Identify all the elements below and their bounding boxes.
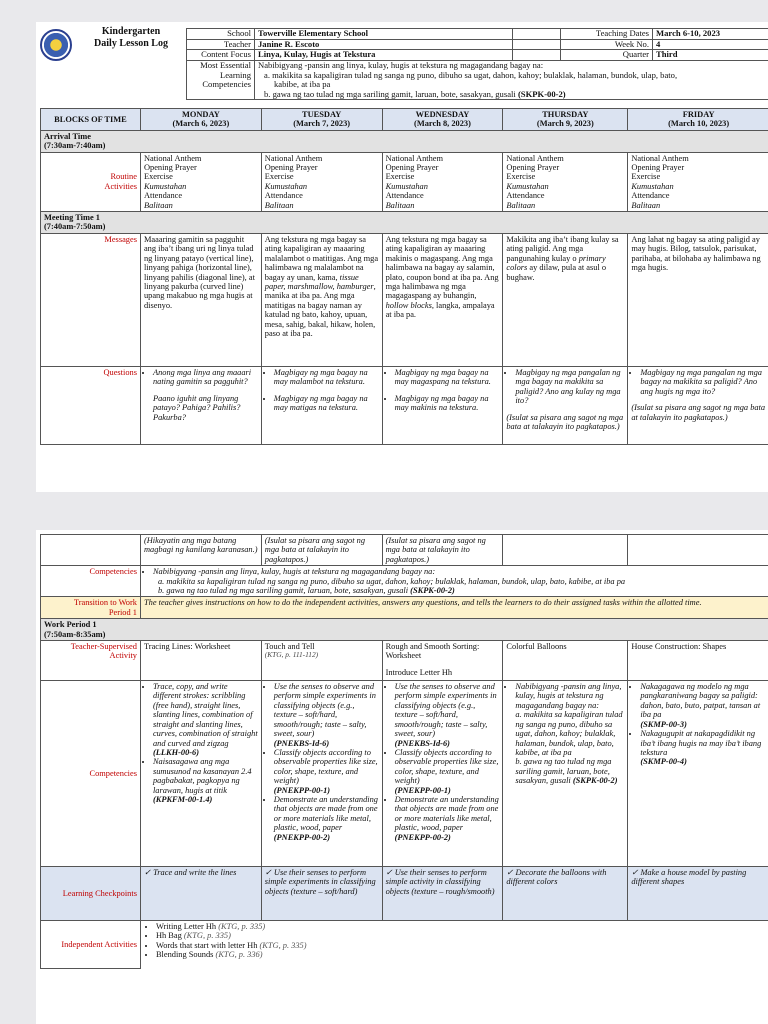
routine-item: Balitaan (385, 200, 415, 210)
routine-item: National Anthem (143, 153, 202, 163)
mel-item-b-text: b. gawa ng tao tulad ng mga sariling gamit, laruan, bote, sasakyan, gusali (264, 88, 518, 99)
competency-text: Demonstrate an understanding that objects are made from one or more materials like metal, plastic, wood, paper (394, 794, 499, 833)
competency-item (274, 682, 379, 748)
routine-item: Exercise (385, 172, 415, 182)
schedule-table-page-2 (40, 534, 768, 969)
transition-text: The teacher gives instructions on how to do the independent activities, answers any questions, and tells the learners to do their assigned tasks within the allotted time. (140, 597, 768, 619)
message-text-italic: hollow blocks (385, 300, 432, 310)
checkmark-icon: ✓ (631, 868, 639, 878)
competency-code: (PNEKPP-00-1) (394, 785, 451, 795)
routine-monday (140, 152, 261, 211)
activity-item (156, 922, 766, 931)
teacher-label: Teacher (187, 39, 255, 50)
block-title: Work Period 1 (44, 620, 97, 630)
competency-item (395, 748, 500, 795)
routine-item: Attendance (264, 191, 303, 201)
day-date: (March 10, 2023) (668, 119, 730, 129)
routine-item: Balitaan (143, 200, 173, 210)
competency-text: Use the senses to observe and perform simple experiments in classifying objects (e.g., texture – soft/hard, smooth/rough; taste – salty, sweet, sour) (394, 682, 497, 739)
label-line: Activity (109, 651, 137, 661)
mel-intro: Nabibigyang -pansin ang linya, kulay, hugis at tekstura ng magagandang bagay na: (258, 60, 544, 70)
checkpoint-text: Use their senses to perform simple experiments in classifying objects (texture – soft/hard) (264, 868, 376, 896)
message-wednesday (382, 233, 503, 366)
mel-label-line: Most Essential (200, 60, 251, 70)
routine-item: Exercise (264, 172, 294, 182)
question-item: Paano iguhit ang linyang patayo? Pahiga? Pahilis? Pakurba? (152, 393, 241, 422)
teaching-dates-value: March 6-10, 2023 (653, 29, 768, 40)
meeting-time-header (41, 212, 768, 234)
message-text: Ang tekstura ng mga bagay sa ating kapaligiran ay maaaring malalambot o matitigas. Ang mga halimbawa ng malalambot na bagay ay unan, kama, (264, 234, 379, 282)
competency-code: (PNEKBS-Id-6) (273, 738, 330, 748)
activity-item (156, 941, 766, 950)
routine-item: National Anthem (264, 153, 323, 163)
message-text-italic: tissue paper, marshmallow, hamburger (264, 272, 374, 291)
mel-item-a: a. makikita sa kapaligiran tulad ng sanga ng puno, dibuho sa ugat, dahon, kahoy; bulaklak, halaman, bundok, ulap, bato, (264, 69, 678, 80)
competencies-daily-label: Competencies (41, 681, 141, 867)
question-item: • Magbigay ng mga bagay na may magaspang na tekstura. (395, 368, 500, 387)
routine-item: National Anthem (631, 153, 689, 163)
competencies-monday (140, 681, 261, 867)
competency-code: (SKMP-00-4) (640, 757, 687, 767)
competency-text: Naisasagawa ang mga sumusunod na kasanayan 2.4 pagbabakat, pagkopya ng larawan, hugis at titik (152, 757, 252, 795)
routine-item: Exercise (506, 172, 536, 182)
document-title (76, 26, 186, 49)
competency-item (640, 682, 766, 729)
tsa-wednesday (382, 641, 503, 681)
competency-code: (PNEKPP-00-1) (273, 785, 331, 795)
routine-item: Balitaan (631, 200, 661, 210)
school-label: School (187, 29, 255, 40)
questions-continued-wednesday: (Isulat sa pisara ang sagot ng mga bata at talakayin ito pagkatapos.) (382, 535, 503, 566)
header-spacer (513, 39, 561, 50)
routine-item: Balitaan (506, 200, 536, 210)
quarter-value: Third (653, 50, 768, 61)
routine-item: Attendance (143, 191, 183, 201)
message-tuesday (261, 233, 382, 366)
teaching-dates-label: Teaching Dates (561, 29, 653, 40)
competency-intro: • Nabibigyang -pansin ang linya, kulay, hugis at tekstura ng magagandang bagay na: (153, 567, 766, 576)
competency-item-b-text: b. gawa ng tao tulad ng mga sariling gamit, laruan, bote, sasakyan, gusali (157, 586, 411, 596)
competency-text: makikita sa kapaligiran tulad ng sanga ng puno, dibuho sa ugat, dahon, kahoy; bulaklak, halaman, bundok, ulap, bato, kabibe, at iba pa (515, 710, 623, 757)
checkpoint-text: Make a house model by pasting different shapes (631, 868, 747, 887)
message-text: Ang tekstura ng mga bagay sa ating kapaligiran ay maaaring makinis o magaspang. Ang mga halimbawa na bagay ay salamin, plato, coupon bond at iba pa. Ang mga halimbawa ng mga magagaspang ay buhangin, (385, 234, 499, 301)
label-line: Period 1 (108, 607, 137, 617)
label-line: Routine (110, 172, 137, 182)
routine-item: Opening Prayer (385, 163, 439, 173)
routine-item: Opening Prayer (506, 163, 560, 173)
message-text: ay dilaw, pula at asul o bughaw. (506, 263, 607, 282)
routine-wednesday (382, 152, 503, 211)
friday-header (628, 109, 768, 131)
competency-code: (PNEKPP-00-2) (273, 832, 331, 842)
thursday-header (503, 109, 628, 131)
competency-code: (PNEKPP-00-2) (394, 832, 451, 842)
title-line-2: Daily Lesson Log (94, 37, 168, 49)
tsa-reference: (KTG, p. 111-112) (264, 650, 319, 660)
message-thursday (503, 233, 628, 366)
checkpoint-monday (140, 867, 261, 921)
learning-checkpoints-label: Learning Checkpoints (41, 867, 141, 921)
routine-item: Kumustahan (143, 181, 187, 191)
questions-continued-friday (628, 535, 768, 566)
competency-item (640, 729, 766, 767)
tuesday-header (261, 109, 382, 131)
routine-item: Opening Prayer (264, 163, 318, 173)
question-item: • Magbigay ng mga bagay na may matigas na tekstura. (274, 394, 379, 413)
schedule-table-page-1 (40, 108, 768, 445)
competency-text: gawa ng tao tulad ng mga sariling gamit, laruan, bote, sasakyan, gusali (515, 757, 612, 786)
day-name: TUESDAY (302, 110, 342, 119)
block-title: Meeting Time 1 (44, 213, 100, 223)
activity-item (156, 931, 766, 940)
questions-continued-tuesday: (Isulat sa pisara ang sagot ng mga bata at talakayin ito pagkatapos.) (261, 535, 382, 566)
checkpoint-wednesday (382, 867, 503, 921)
routine-item: Opening Prayer (631, 163, 685, 173)
mel-label-line: Learning (219, 69, 251, 80)
tsa-title: Touch and Tell (264, 642, 315, 652)
school-value: Towerville Elementary School (255, 29, 513, 40)
competency-item (395, 682, 500, 748)
checkmark-icon: ✓ (506, 868, 514, 878)
title-line-1: Kindergarten (101, 26, 161, 37)
transition-label (41, 597, 141, 619)
questions-continued-label (41, 535, 141, 566)
tsa-title: Rough and Smooth Sorting: Worksheet (385, 642, 480, 661)
day-date: (March 6, 2023) (172, 119, 230, 129)
competencies-wednesday (382, 681, 503, 867)
competency-item (395, 795, 500, 842)
question-item: • Magbigay ng mga bagay na may makinis na tekstura. (395, 394, 500, 413)
mel-item-b-code: (SKPK-00-2) (517, 88, 566, 99)
checkmark-icon: ✓ (264, 868, 272, 878)
mel-value (255, 60, 768, 100)
checkpoint-friday (628, 867, 768, 921)
checkpoint-text: Use their senses to perform simple activity in classifying objects (texture – rough/smooth) (385, 868, 495, 896)
question-note: (Isulat sa pisara ang sagot ng mga bata at talakayin ito pagkatapos.) (506, 412, 624, 431)
teacher-value: Janine R. Escoto (255, 39, 513, 50)
content-focus-value: Linya, Kulay, Hugis at Tekstura (255, 50, 513, 61)
activity-reference: (KTG, p. 335) (218, 922, 266, 932)
competency-item (153, 682, 258, 757)
competency-item (153, 757, 258, 804)
block-title: Arrival Time (44, 131, 91, 141)
competency-item-b (144, 586, 766, 595)
competency-code: (LLKH-00-6) (152, 747, 200, 757)
competencies-label: Competencies (41, 566, 141, 597)
independent-activities-list (140, 921, 768, 969)
competencies-thursday (503, 681, 628, 867)
competency-item: • Nabibigyang -pansin ang linya, kulay, hugis at tekstura ng magagandang bagay na: (515, 682, 624, 710)
questions-monday (140, 366, 261, 444)
checkpoint-tuesday (261, 867, 382, 921)
day-name: THURSDAY (542, 110, 589, 119)
questions-thursday (503, 366, 628, 444)
competency-subitem: b. gawa ng tao tulad ng mga sariling gamit, laruan, bote, sasakyan, gusali (SKPK-00-2) (515, 757, 618, 786)
routine-item: Balitaan (264, 200, 294, 210)
week-value: 4 (653, 39, 768, 50)
competency-code: (SKPK-00-2) (572, 776, 618, 786)
label-line: Activities (104, 181, 137, 191)
quarter-label: Quarter (561, 50, 653, 61)
questions-wednesday (382, 366, 503, 444)
routine-item: Kumustahan (385, 181, 428, 191)
competency-item (274, 795, 379, 842)
arrival-time-header (41, 130, 768, 152)
routine-thursday (503, 152, 628, 211)
tsa-tuesday (261, 641, 382, 681)
routine-item: Kumustahan (264, 181, 308, 191)
checkpoint-text: Decorate the balloons with different colors (506, 868, 607, 887)
questions-tuesday (261, 366, 382, 444)
checkmark-icon: ✓ (143, 868, 151, 878)
message-friday: Ang lahat ng bagay sa ating paligid ay may hugis. Bilog, tatsulok, parisukat, parihaba, at bilohaba ay halimbawa ng mga hugis. (628, 233, 768, 366)
checkpoint-text: Trace and write the lines (153, 868, 237, 878)
day-date: (March 7, 2023) (293, 119, 351, 129)
teacher-supervised-label (41, 641, 141, 681)
header-table (186, 28, 768, 100)
routine-item: Exercise (143, 172, 173, 182)
competency-text: Classify objects according to observable properties like size, color, shape, texture, and weight) (273, 747, 378, 786)
block-time: (7:50am-8:35am) (44, 629, 106, 639)
messages-label: Messages (41, 233, 141, 366)
tsa-monday: Tracing Lines: Worksheet (140, 641, 261, 681)
activity-reference: (KTG, p. 335) (183, 931, 231, 941)
questions-continued-monday: (Hikayatin ang mga batang magbagi ng kanilang karanasan.) (140, 535, 261, 566)
tsa-thursday: Colorful Balloons (503, 641, 628, 681)
message-text: , manika at iba pa. Ang mga matitigas na bagay naman ay katulad ng bato, kahoy, upuan, mesa, sahig, bakal, hikaw, holen, paso at iba pa. (264, 281, 376, 338)
checkpoint-thursday (503, 867, 628, 921)
routine-item: National Anthem (385, 153, 444, 163)
mel-item-a-cont: kabibe, at iba pa (274, 79, 331, 90)
tsa-title: Introduce Letter Hh (385, 667, 453, 677)
content-focus-label: Content Focus (187, 50, 255, 61)
routine-item: Opening Prayer (143, 163, 197, 173)
week-label: Week No. (561, 39, 653, 50)
tsa-friday: House Construction: Shapes (628, 641, 768, 681)
header-spacer (513, 50, 561, 61)
routine-item: Kumustahan (631, 181, 674, 191)
label-line: Transition to Work (73, 598, 137, 608)
day-name: MONDAY (181, 110, 220, 119)
message-text: Makikita ang iba’t ibang kulay sa ating paligid. Ang mga pangunahing kulay o (506, 234, 619, 263)
competency-text: Nakagagawa ng modelo ng mga pangkaraniwang bagay sa paligid: dahon, bato, buto, patpat, tansan at iba pa (640, 682, 761, 720)
lesson-log-page-2 (36, 530, 768, 1024)
competency-text: Demonstrate an understanding that objects are made from one or more materials like metal, plastic, wood, paper (273, 794, 378, 833)
activity-text: Words that start with letter Hh (155, 940, 260, 950)
day-date: (March 9, 2023) (536, 119, 594, 129)
routine-item: Attendance (506, 191, 545, 201)
competency-code: (SKMP-00-3) (640, 719, 687, 729)
competency-subitem: a. makikita sa kapaligiran tulad ng sanga ng puno, dibuho sa ugat, dahon, kahoy; bulaklak, halaman, bundok, ulap, bato, kabibe, at iba pa (515, 710, 623, 757)
day-date: (March 8, 2023) (414, 119, 471, 129)
mel-item-b (258, 90, 765, 100)
question-item: • Magbigay ng mga pangalan ng mga bagay na makikita sa paligid? Ano ang hugis ng mga ito? (640, 368, 766, 396)
routine-item: National Anthem (506, 153, 564, 163)
routine-tuesday (261, 152, 382, 211)
routine-item: Exercise (631, 172, 661, 182)
activity-item (156, 950, 766, 959)
monday-header (140, 109, 261, 131)
checkmark-icon: ✓ (385, 868, 393, 878)
mel-label (187, 60, 255, 100)
competency-item (274, 748, 379, 795)
header-spacer (513, 29, 561, 40)
question-note: (Isulat sa pisara ang sagot ng mga bata at talakayin ito pagkatapos.) (631, 403, 766, 422)
wednesday-header (382, 109, 503, 131)
message-text-italic: primary colors (506, 253, 606, 273)
independent-activities-label: Independent Activities (41, 921, 141, 969)
activity-text: Blending Sounds (155, 950, 216, 960)
question-item: • Magbigay ng mga bagay na may malambot na tekstura. (274, 368, 379, 387)
activity-text: Hh Bag (155, 931, 184, 941)
deped-seal-icon (40, 29, 72, 61)
activity-reference: (KTG, p. 335) (259, 940, 307, 950)
lesson-log-page-1 (36, 22, 768, 492)
competency-text: Nakagugupit at nakapagdidikit ng iba’t ibang hugis na may iba’t ibang tekstura (640, 729, 762, 757)
work-period-header (41, 619, 768, 641)
routine-item: Attendance (385, 191, 424, 201)
questions-friday (628, 366, 768, 444)
routine-label (41, 152, 141, 211)
competency-code: (PNEKBS-Id-6) (394, 738, 450, 748)
label-line: Teacher-Supervised (70, 642, 137, 652)
mel-label-line: Competencies (202, 79, 251, 90)
competency-text: Use the senses to observe and perform simple experiments in classifying objects (e.g., texture – soft/hard, smooth/rough; taste – salty, sweet, sour) (273, 682, 376, 739)
day-name: FRIDAY (682, 110, 715, 119)
routine-friday (628, 152, 768, 211)
competency-item-b-code: (SKPK-00-2) (410, 586, 455, 596)
activity-reference: (KTG, p. 336) (215, 950, 263, 960)
activity-text: Writing Letter Hh (155, 922, 219, 932)
competency-text: Classify objects according to observable properties like size, color, shape, texture, and weight) (394, 747, 499, 786)
competency-item-a: a. makikita sa kapaligiran tulad ng sanga ng puno, dibuho sa ugat, dahon, kahoy; bulaklak, halaman, bundok, ulap, bato, kabibe, at iba pa (157, 576, 626, 586)
block-time: (7:40am-7:50am) (44, 222, 106, 232)
competency-text: Trace, copy, and write different strokes: scribbling (free hand), straight lines, slanting lines, combination of straight and slanting lines, curves, combination of straight and curved and zigzag (152, 682, 258, 748)
questions-label: Questions (41, 366, 141, 444)
message-monday: Maaaring gamitin sa pagguhit ang iba’t ibang uri ng linya tulad ng linyang patayo (vertical line), linyang pahiga (horizontal line), linyang pahilis (diagonal line), at linyang pakurba (curved line) upang makabuo ng mga hugis at disenyo. (140, 233, 261, 366)
competency-code: (KPKFM-00-1.4) (152, 794, 213, 804)
block-time: (7:30am-7:40am) (44, 141, 106, 151)
question-item: • Magbigay ng mga pangalan ng mga bagay na makikita sa paligid? Ano ang kulay ng mga ito? (515, 368, 624, 406)
competencies-general (140, 566, 768, 597)
question-item: • Anong mga linya ang maaari nating gamitin sa pagguhit? (153, 368, 258, 387)
routine-item: Kumustahan (506, 181, 549, 191)
routine-item: Attendance (631, 191, 670, 201)
message-text: , langka, ampalaya at iba pa. (385, 300, 495, 320)
day-name: WEDNESDAY (415, 110, 470, 119)
questions-continued-thursday (503, 535, 628, 566)
competencies-friday (628, 681, 768, 867)
blocks-of-time-header: BLOCKS OF TIME (41, 109, 141, 131)
competencies-tuesday (261, 681, 382, 867)
